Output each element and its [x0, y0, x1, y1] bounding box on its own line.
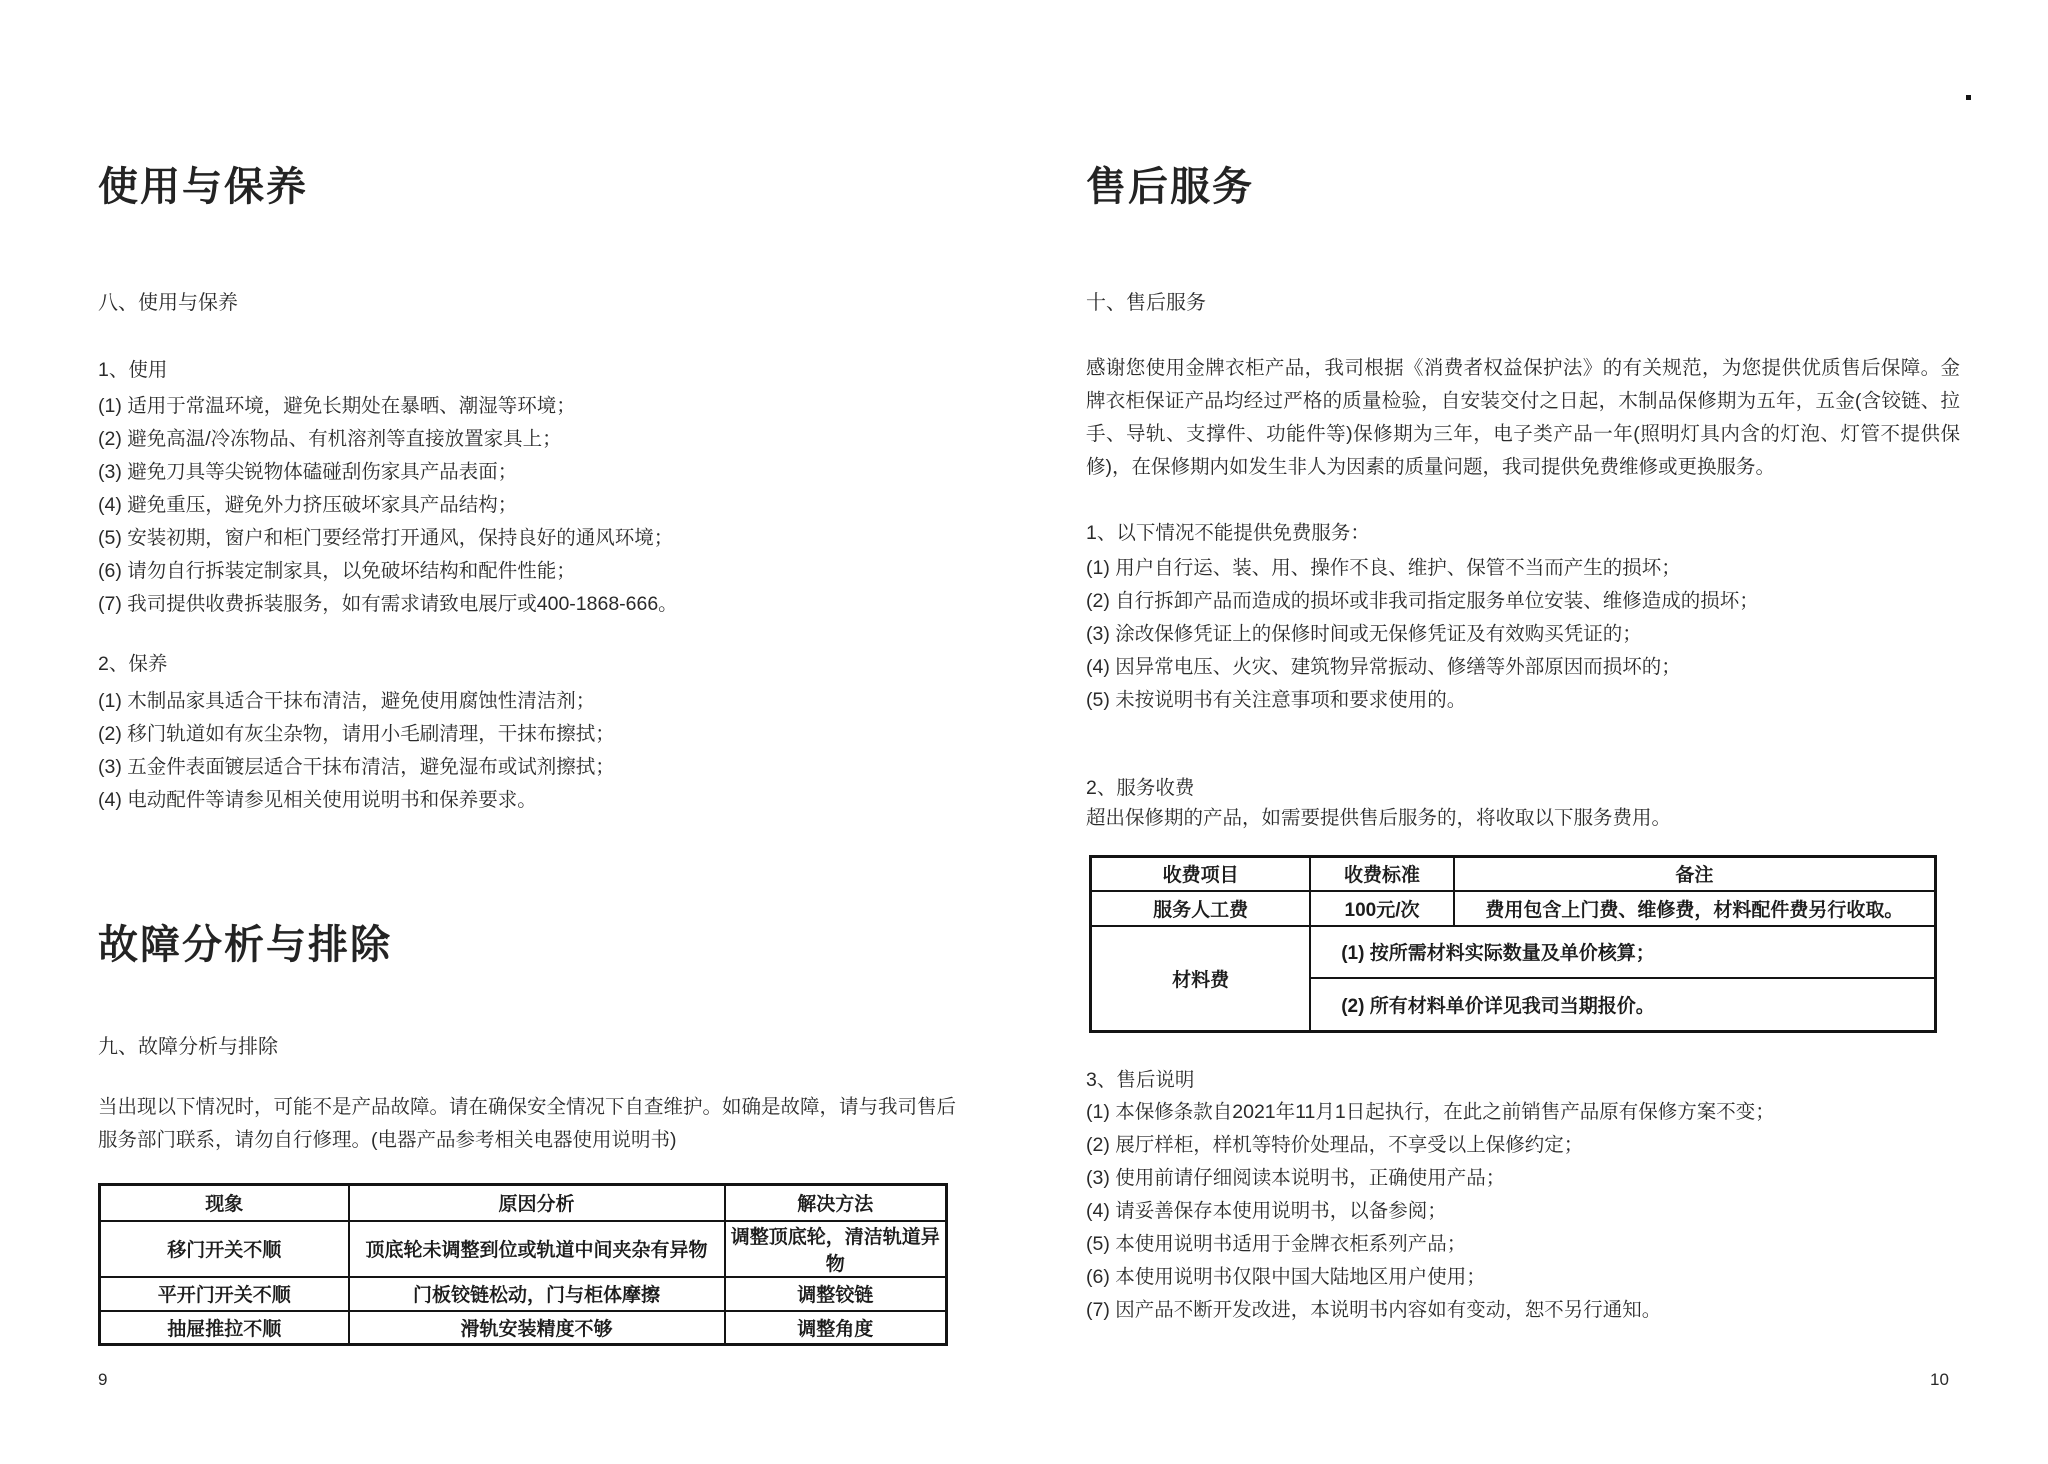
page-number: 10	[1930, 1370, 1949, 1389]
table-row	[100, 1221, 947, 1277]
table-header-row	[1091, 857, 1936, 891]
table-row	[100, 1311, 947, 1345]
no-free-service-subheading: 1、以下情况不能提供免费服务：	[1086, 522, 1370, 544]
page-use-and-care	[98, 0, 958, 1464]
corner-mark-dot	[1966, 95, 1971, 100]
service-fee-subheading: 2、服务收费	[1086, 777, 1195, 799]
table-header-cell: 备注	[1454, 857, 1936, 891]
list-item: (6) 本使用说明书仅限中国大陆地区用户使用；	[1086, 1266, 1486, 1288]
table-row-material-fee	[1091, 926, 1936, 978]
care-item-list	[98, 685, 958, 817]
table-cell: 平开门开关不顺	[100, 1277, 349, 1311]
table-cell: 移门开关不顺	[100, 1221, 349, 1277]
table-header-cell: 收费项目	[1091, 857, 1311, 891]
table-cell: 门板铰链松动，门与柜体摩擦	[349, 1277, 725, 1311]
table-cell: 费用包含上门费、维修费，材料配件费另行收取。	[1454, 891, 1936, 926]
fault-intro-paragraph: 当出现以下情况时，可能不是产品故障。请在确保安全情况下自查维护。如确是故障，请与我司售后服务部门联系，请勿自行修理。(电器产品参考相关电器使用说明书)	[98, 1096, 957, 1151]
list-item: (1) 木制品家具适合干抹布清洁，避免使用腐蚀性清洁剂；	[98, 690, 596, 712]
list-item: (1) 用户自行运、装、用、操作不良、维护、保管不当而产生的损坏；	[1086, 557, 1681, 579]
page-after-sales-service	[1086, 0, 1962, 1464]
table-header-cell: 原因分析	[349, 1185, 725, 1221]
table-header-cell: 解决方法	[725, 1185, 947, 1221]
page-title-fault-analysis: 故障分析与排除	[98, 922, 392, 967]
care-subheading: 2、保养	[98, 653, 168, 675]
table-cell-material-note: (2) 所有材料单价详见我司当期报价。	[1310, 978, 1935, 1032]
table-cell-material-note: (1) 按所需材料实际数量及单价核算；	[1310, 926, 1935, 978]
table-header-row	[100, 1185, 947, 1221]
list-item: (3) 使用前请仔细阅读本说明书，正确使用产品；	[1086, 1167, 1506, 1189]
list-item: (4) 电动配件等请参见相关使用说明书和保养要求。	[98, 789, 537, 811]
table-cell: 顶底轮未调整到位或轨道中间夹杂有异物	[349, 1221, 725, 1277]
section-heading-8: 八、使用与保养	[98, 292, 238, 314]
list-item: (2) 展厅样柜，样机等特价处理品，不享受以上保修约定；	[1086, 1134, 1584, 1156]
section-heading-10: 十、售后服务	[1086, 292, 1206, 314]
use-subheading: 1、使用	[98, 359, 168, 381]
after-sales-notes-list	[1086, 1096, 1962, 1327]
list-item: (6) 请勿自行拆装定制家具，以免破坏结构和配件性能；	[98, 560, 576, 582]
table-row	[100, 1277, 947, 1311]
fault-analysis-table	[98, 1183, 948, 1346]
use-item-list	[98, 390, 958, 621]
service-fee-table	[1089, 855, 1937, 1033]
service-fee-intro: 超出保修期的产品，如需要提供售后服务的，将收取以下服务费用。	[1086, 807, 1672, 829]
list-item: (5) 安装初期，窗户和柜门要经常打开通风，保持良好的通风环境；	[98, 527, 674, 549]
list-item: (4) 因异常电压、火灾、建筑物异常振动、修缮等外部原因而损坏的；	[1086, 656, 1681, 678]
list-item: (1) 适用于常温环境，避免长期处在暴晒、潮湿等环境；	[98, 395, 576, 417]
table-header-cell: 收费标准	[1310, 857, 1454, 891]
table-header-cell: 现象	[100, 1185, 349, 1221]
list-item: (5) 本使用说明书适用于金牌衣柜系列产品；	[1086, 1233, 1467, 1255]
list-item: (3) 五金件表面镀层适合干抹布清洁，避免湿布或试剂擦拭；	[98, 756, 615, 778]
page-title-use-care: 使用与保养	[98, 164, 308, 209]
list-item: (4) 请妥善保存本使用说明书，以备参阅；	[1086, 1200, 1447, 1222]
page-number: 9	[98, 1370, 108, 1389]
table-cell: 服务人工费	[1091, 891, 1311, 926]
list-item: (7) 我司提供收费拆装服务，如有需求请致电展厅或400-1868-666。	[98, 593, 678, 615]
table-cell: 100元/次	[1310, 891, 1454, 926]
list-item: (5) 未按说明书有关注意事项和要求使用的。	[1086, 689, 1467, 711]
table-cell: 滑轨安装精度不够	[349, 1311, 725, 1345]
table-cell: 调整角度	[725, 1311, 947, 1345]
list-item: (1) 本保修条款自2021年11月1日起执行，在此之前销售产品原有保修方案不变；	[1086, 1101, 1775, 1123]
list-item: (2) 避免高温/冷冻物品、有机溶剂等直接放置家具上；	[98, 428, 562, 450]
list-item: (3) 涂改保修凭证上的保修时间或无保修凭证及有效购买凭证的；	[1086, 623, 1642, 645]
page-title-after-sales: 售后服务	[1086, 164, 1254, 209]
table-row-labor-fee	[1091, 891, 1936, 926]
after-sales-intro-paragraph: 感谢您使用金牌衣柜产品，我司根据《消费者权益保护法》的有关规范，为您提供优质售后保障。金牌衣柜保证产品均经过严格的质量检验，自安装交付之日起，木制品保修期为五年，五金(含铰链、拉手、导轨、支撑件、功能件等)保修期为三年，电子类产品一年(照明灯具内含的灯泡、灯管不提供保修)，在保修期内如发生非人为因素的质量问题，我司提供免费维修或更换服务。	[1086, 357, 1960, 478]
list-item: (2) 自行拆卸产品而造成的损坏或非我司指定服务单位安装、维修造成的损坏；	[1086, 590, 1759, 612]
table-cell: 调整顶底轮，清洁轨道异物	[725, 1221, 947, 1277]
section-heading-9: 九、故障分析与排除	[98, 1036, 278, 1058]
list-item: (3) 避免刀具等尖锐物体磕碰刮伤家具产品表面；	[98, 461, 518, 483]
list-item: (4) 避免重压，避免外力挤压破坏家具产品结构；	[98, 494, 518, 516]
table-cell: 调整铰链	[725, 1277, 947, 1311]
after-sales-notes-subheading: 3、售后说明	[1086, 1069, 1195, 1091]
table-cell: 抽屉推拉不顺	[100, 1311, 349, 1345]
table-cell-material-label: 材料费	[1091, 926, 1311, 1032]
list-item: (2) 移门轨道如有灰尘杂物，请用小毛刷清理，干抹布擦拭；	[98, 723, 615, 745]
no-free-service-list	[1086, 552, 1962, 717]
list-item: (7) 因产品不断开发改进，本说明书内容如有变动，恕不另行通知。	[1086, 1299, 1662, 1321]
